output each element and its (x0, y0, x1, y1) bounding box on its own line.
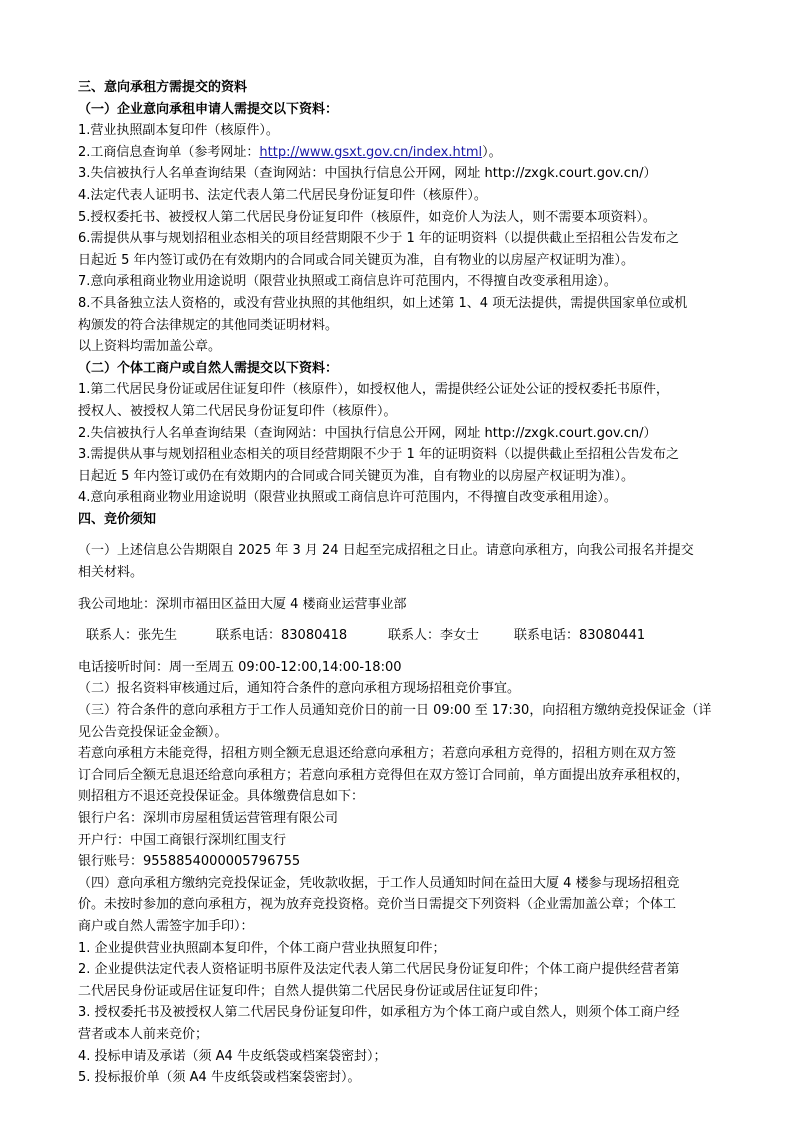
section3-title: 三、意向承租方需提交的资料 (78, 80, 248, 95)
individual-item: 授权人、被授权人第二代居民身份证复印件（核原件）。 (78, 403, 397, 419)
enterprise-item-text: 2.工商信息查询单（参考网址： (78, 144, 260, 160)
contact-phone-2: 联系电话：83080441 (514, 628, 646, 644)
notice-paragraph-3: 订合同后全额无息退还给意向承租方；若意向承租方竞得但在双方签订合同前，单方面提出放弃承租权的， (78, 767, 690, 783)
notice-paragraph-4: （四）意向承租方缴纳完竞投保证金，凭收款收据，于工作人员通知时间在益田大厦 4 楼参与现场招租竞 (78, 875, 680, 891)
notice-paragraph-1: （一）上述信息公告期限自 2025 年 3 月 24 日起至完成招租之日止。请意向承租方，向我公司报名并提交 (78, 543, 694, 559)
required-doc-item: 4. 投标申请及承诺（须 A4 牛皮纸袋或档案袋密封）； (78, 1048, 387, 1064)
spacer (78, 584, 720, 594)
notice-paragraph-1: 相关材料。 (78, 565, 144, 581)
spacer (78, 615, 720, 625)
notice-paragraph-3: 见公告竞投保证金金额）。 (78, 724, 228, 740)
section4-title: 四、竞价须知 (78, 511, 157, 527)
individual-item: 日起近 5 年内签订或仍在有效期内的合同或合同关键页为准，自有物业的以房屋产权证明为准）。 (78, 468, 635, 484)
required-doc-item: 1. 企业提供营业执照副本复印件，个体工商户营业执照复印件； (78, 940, 446, 956)
spacer (78, 647, 720, 657)
individual-item: 1.第二代居民身份证或居住证复印件（核原件），如授权他人，需提供经公证处公证的授权委托书原件， (78, 382, 669, 398)
company-address: 我公司地址：深圳市福田区益田大厦 4 楼商业运营事业部 (78, 596, 407, 612)
individual-subtitle: （二）个体工商户或自然人需提交以下资料： (78, 360, 339, 376)
required-doc-item: 3. 授权委托书及被授权人第二代居民身份证复印件，如承租方为个体工商户或自然人，则须个体工商户经 (78, 1005, 680, 1021)
required-doc-item: 2. 企业提供法定代表人资格证明书原件及法定代表人第二代居民身份证复印件；个体工商户提供经营者第 (78, 962, 680, 978)
enterprise-item: 1.营业执照副本复印件（核原件）。 (78, 123, 279, 139)
enterprise-item-tail: ）。 (482, 144, 502, 160)
required-doc-item: 5. 投标报价单（须 A4 牛皮纸袋或档案袋密封）。 (78, 1070, 361, 1086)
individual-item: 4.意向承租商业物业用途说明（限营业执照或工商信息许可范围内，不得擅自改变承租用途）。 (78, 490, 617, 506)
bank-branch: 开户行：中国工商银行深圳红围支行 (78, 832, 287, 848)
enterprise-item-link-line (78, 142, 720, 164)
enterprise-item: 6.需提供从事与规划招租业态相关的项目经营期限不少于 1 年的证明资料（以提供截止至招租公告发布之 (78, 231, 679, 247)
notice-paragraph-2: （二）报名资料审核通过后，通知符合条件的意向承租方现场招租竞价事宜。 (78, 681, 521, 697)
notice-paragraph-4: 价。未按时参加的意向承租方，视为放弃竞投资格。竞价当日需提交下列资料（企业需加盖公章；个体工 (78, 897, 677, 913)
spacer (78, 530, 720, 540)
enterprise-item: 4.法定代表人证明书、法定代表人第二代居民身份证复印件（核原件）。 (78, 187, 487, 203)
contact-name-2: 联系人：李女士 (388, 628, 480, 644)
bank-account-name: 银行户名：深圳市房屋租赁运营管理有限公司 (78, 811, 339, 826)
enterprise-item: 7.意向承租商业物业用途说明（限营业执照或工商信息许可范围内，不得擅自改变承租用途）。 (78, 274, 617, 290)
bank-account-number: 银行账号：9558854000005796755 (78, 854, 301, 870)
individual-item: 2.失信被执行人名单查询结果（查询网站：中国执行信息公开网，网址 http://zxgk.court.gov.cn/） (78, 425, 657, 441)
enterprise-item: 8.不具备独立法人资格的，或没有营业执照的其他组织，如上述第 1、4 项无法提供，需提供国家单位或机 (78, 295, 688, 311)
required-doc-item: 营者或本人前来竞价； (78, 1026, 209, 1042)
contact-row (78, 625, 720, 647)
required-doc-item: 二代居民身份证或居住证复印件；自然人提供第二代居民身份证或居住证复印件； (78, 983, 547, 999)
gsxt-link[interactable]: http://www.gsxt.gov.cn/index.html (259, 144, 483, 160)
phone-hours: 电话接听时间：周一至周五 09:00-12:00,14:00-18:00 (78, 659, 402, 675)
enterprise-note: 以上资料均需加盖公章。 (78, 339, 222, 355)
enterprise-item: 5.授权委托书、被授权人第二代居民身份证复印件（核原件，如竞价人为法人，则不需要本项资料）。 (78, 209, 656, 225)
contact-name-1: 联系人：张先生 (86, 628, 178, 644)
enterprise-item: 构颁发的符合法律规定的其他同类证明材料。 (78, 317, 339, 333)
notice-paragraph-3: 则招租方不退还竞投保证金。具体缴费信息如下： (78, 789, 365, 805)
enterprise-item: 3.失信被执行人名单查询结果（查询网站：中国执行信息公开网，网址 http://zxgk.court.gov.cn/） (78, 166, 657, 182)
document-page (78, 77, 720, 1089)
enterprise-subtitle: （一）企业意向承租申请人需提交以下资料： (78, 101, 339, 117)
notice-paragraph-3: 若意向承租方未能竞得，招租方则全额无息退还给意向承租方；若意向承租方竞得的，招租方则在双方签 (78, 746, 677, 762)
notice-paragraph-3: （三）符合条件的意向承租方于工作人员通知竞价日的前一日 09:00 至 17:30，向招租方缴纳竞投保证金（详 (78, 703, 712, 719)
contact-phone-1: 联系电话：83080418 (216, 628, 348, 644)
enterprise-item: 日起近 5 年内签订或仍在有效期内的合同或合同关键页为准，自有物业的以房屋产权证明为准）。 (78, 252, 635, 268)
notice-paragraph-4: 商户或自然人需签字加手印）： (78, 918, 254, 934)
individual-item: 3.需提供从事与规划招租业态相关的项目经营期限不少于 1 年的证明资料（以提供截止至招租公告发布之 (78, 447, 679, 463)
